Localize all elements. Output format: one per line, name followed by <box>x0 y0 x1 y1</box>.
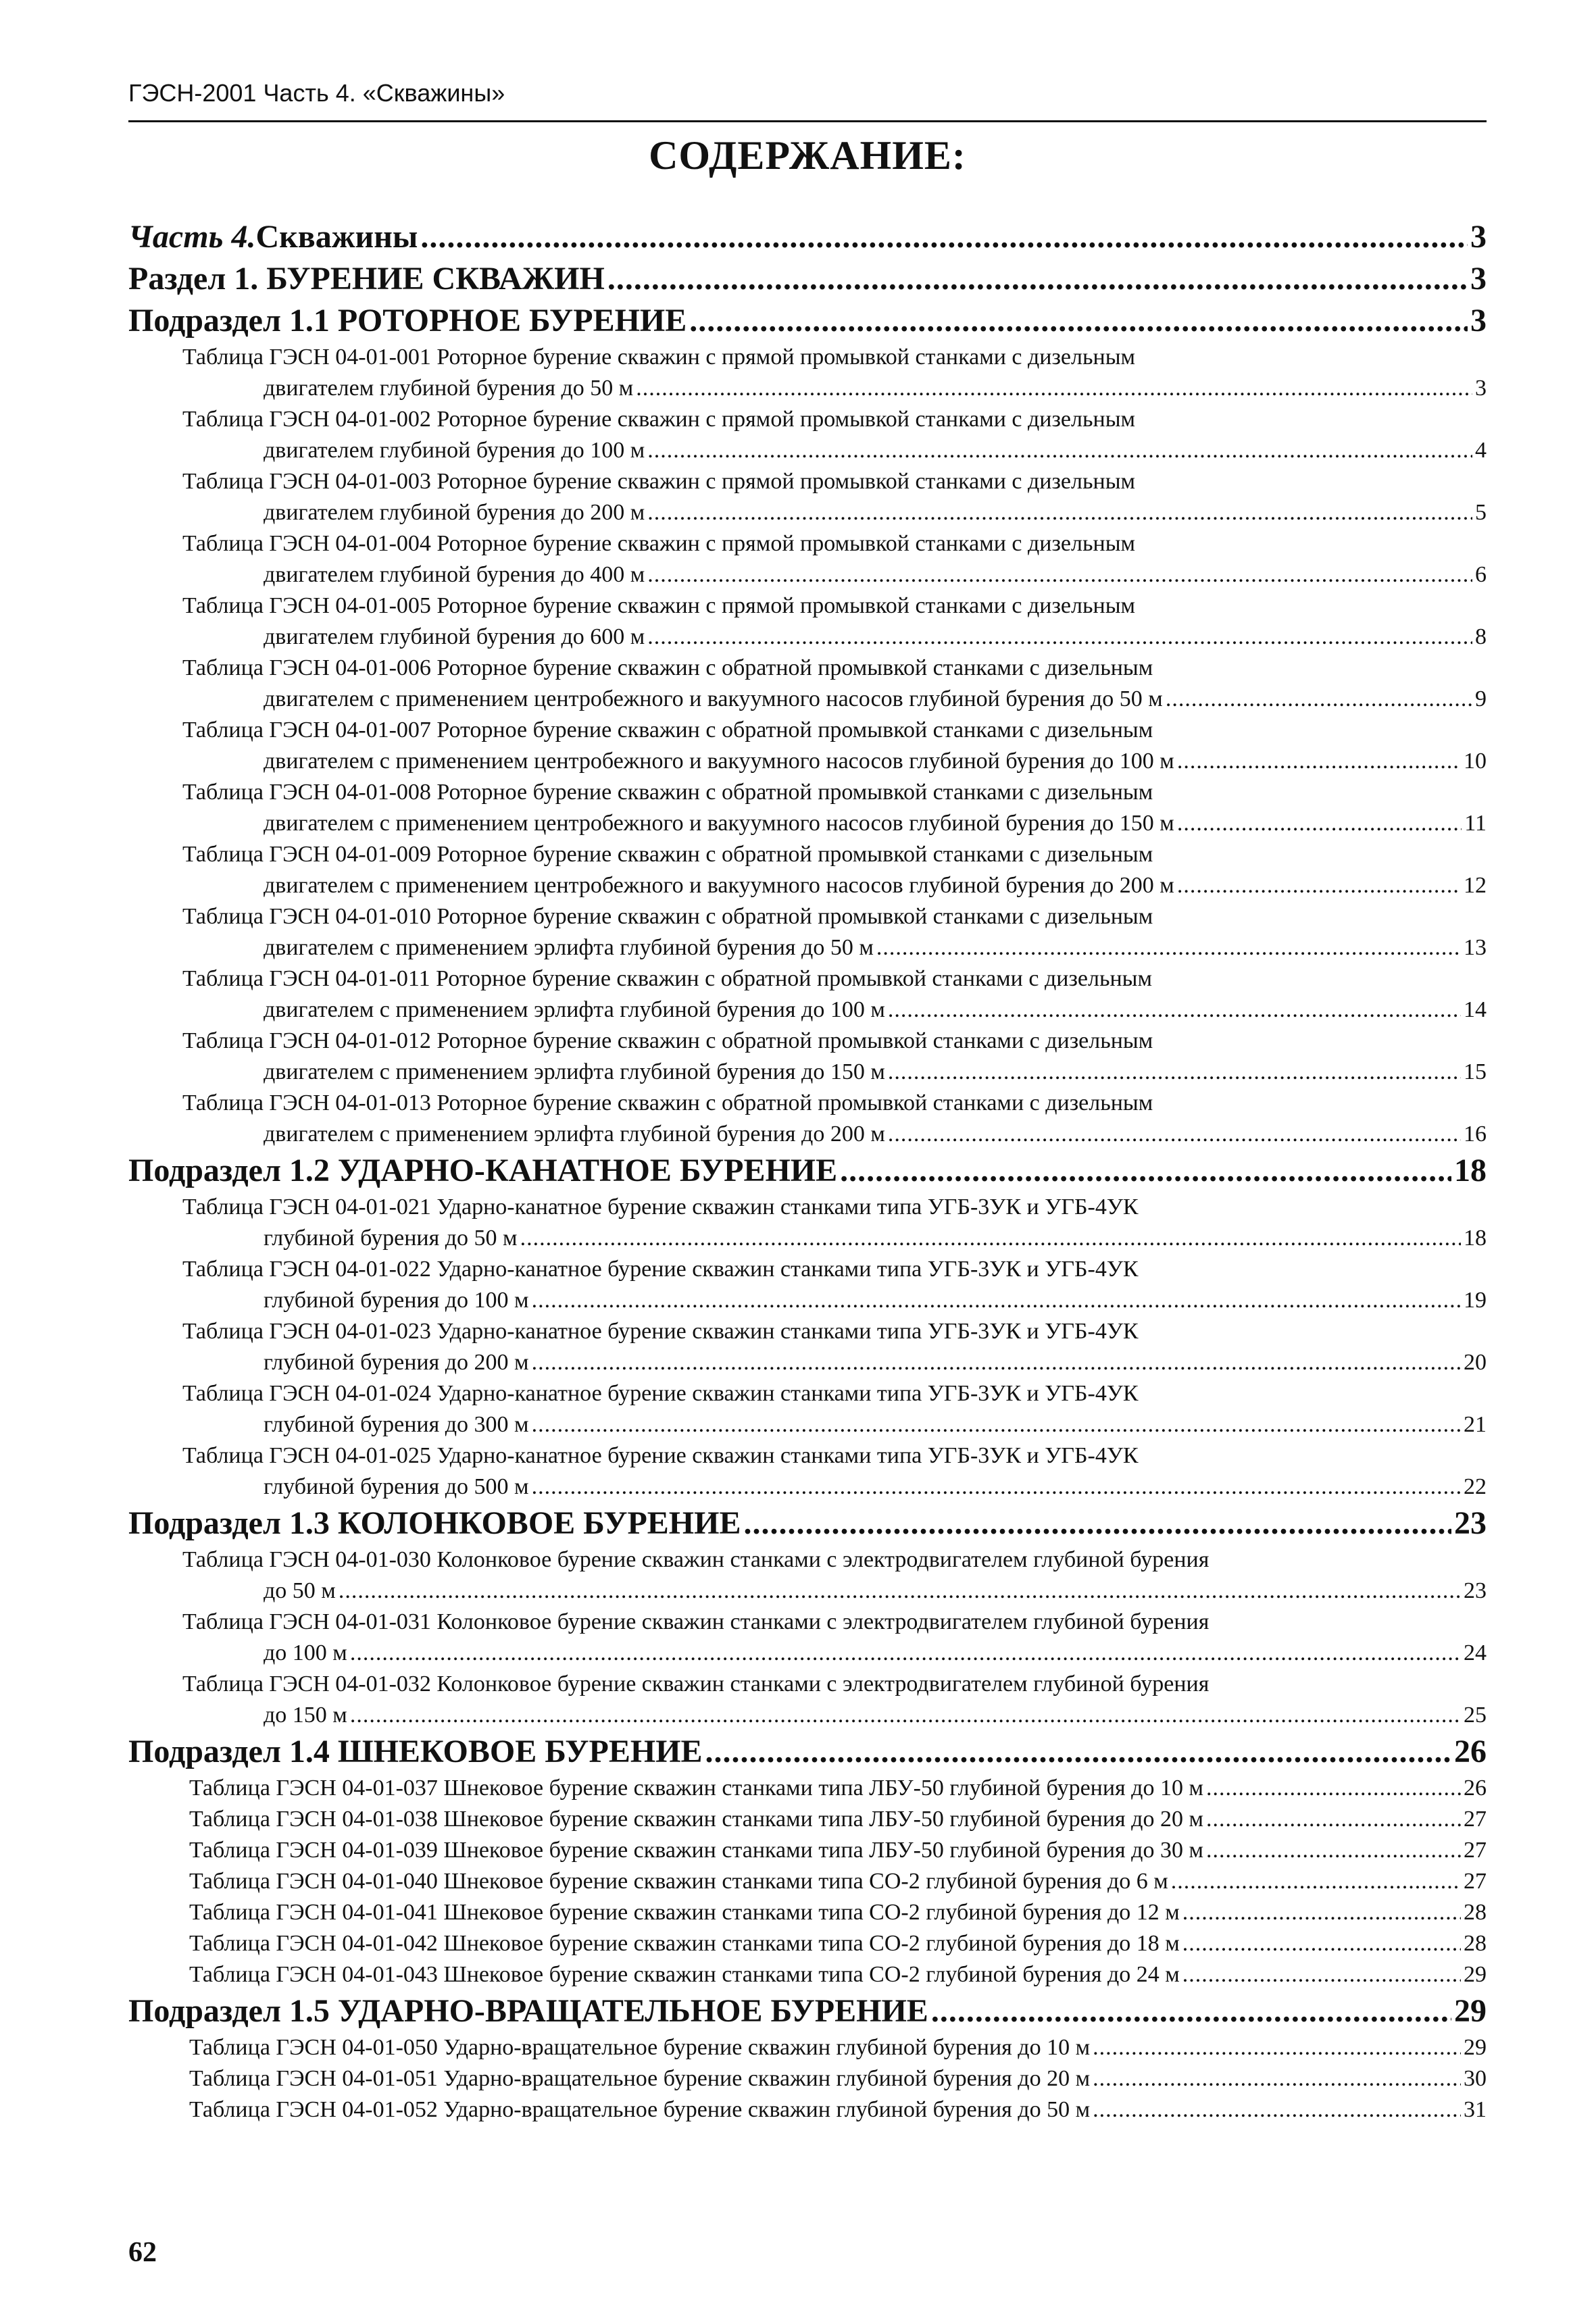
toc-table-entry[interactable] <box>128 1669 1487 1731</box>
toc-page-number: 24 <box>1464 1640 1487 1665</box>
toc-page-number: 29 <box>1464 1962 1487 1987</box>
toc-table-title-line2: Таблица ГЭСН 04-01-051 Ударно-вращательное бурение скважин глубиной бурения до 20 м <box>189 2066 1091 2091</box>
dot-leader <box>1182 1897 1461 1928</box>
dot-leader <box>350 1638 1461 1669</box>
toc-table-entry[interactable] <box>128 1192 1487 1254</box>
dot-leader <box>1166 684 1472 715</box>
toc-page-number: 9 <box>1475 686 1487 711</box>
toc-page-number: 18 <box>1464 1226 1487 1251</box>
toc-section-heading[interactable] <box>128 1731 1487 1773</box>
toc-table-entry[interactable] <box>128 1773 1487 1804</box>
toc-table-entry[interactable] <box>128 963 1487 1026</box>
toc-table-entry[interactable] <box>128 342 1487 404</box>
toc-table-entry[interactable] <box>128 2094 1487 2126</box>
dot-leader <box>1182 1928 1461 1959</box>
toc-table-title-line2: двигателем глубиной бурения до 50 м <box>264 376 634 401</box>
toc-entry-title: Подраздел 1.4 ШНЕКОВОЕ БУРЕНИЕ <box>128 1734 703 1769</box>
toc-page-number: 3 <box>1475 376 1487 401</box>
toc-table-entry[interactable] <box>128 1026 1487 1088</box>
toc-page-number: 27 <box>1464 1869 1487 1894</box>
toc-page-number: 28 <box>1464 1900 1487 1925</box>
dot-leader <box>532 1285 1461 1316</box>
toc-table-entry[interactable] <box>128 1804 1487 1835</box>
toc-table-entry[interactable] <box>128 1254 1487 1316</box>
toc-section-heading[interactable] <box>128 1990 1487 2032</box>
toc-table-title-line1: Таблица ГЭСН 04-01-013 Роторное бурение скважин с обратной промывкой станками с дизельным <box>182 1090 1153 1115</box>
toc-table-entry[interactable] <box>128 653 1487 715</box>
toc-table-title-line2: двигателем глубиной бурения до 400 м <box>264 562 645 587</box>
toc-table-title-line2: Таблица ГЭСН 04-01-041 Шнековое бурение скважин станками типа СО-2 глубиной бурения до 12 м <box>189 1900 1180 1925</box>
toc-table-entry[interactable] <box>128 777 1487 839</box>
toc-page-number: 25 <box>1464 1703 1487 1728</box>
toc-table-entry[interactable] <box>128 1544 1487 1607</box>
toc-page-number: 21 <box>1464 1412 1487 1437</box>
dot-leader <box>520 1223 1461 1254</box>
dot-leader <box>840 1150 1451 1192</box>
dot-leader <box>636 373 1472 404</box>
toc-table-title-line2: двигателем глубиной бурения до 100 м <box>264 438 645 463</box>
toc-table-title-line2: глубиной бурения до 200 м <box>264 1350 529 1375</box>
toc-page-number: 13 <box>1464 935 1487 960</box>
toc-table-entry[interactable] <box>128 1607 1487 1669</box>
toc-entry-title: Подраздел 1.2 УДАРНО-КАНАТНОЕ БУРЕНИЕ <box>128 1153 838 1188</box>
dot-leader <box>1206 1773 1461 1804</box>
toc-table-entry[interactable] <box>128 1316 1487 1378</box>
toc-section-heading[interactable] <box>128 1503 1487 1544</box>
toc-page-number: 19 <box>1464 1288 1487 1313</box>
dot-leader <box>647 559 1472 590</box>
toc-page-number: 22 <box>1464 1474 1487 1499</box>
toc-table-title-line2: глубиной бурения до 300 м <box>264 1412 529 1437</box>
toc-page-number: 29 <box>1464 2035 1487 2060</box>
toc-table-title-line2: Таблица ГЭСН 04-01-043 Шнековое бурение скважин станками типа СО-2 глубиной бурения до 24 м <box>189 1962 1180 1987</box>
toc-table-title-line2: двигателем глубиной бурения до 200 м <box>264 500 645 525</box>
toc-page-number: 29 <box>1454 1993 1487 2029</box>
toc-page-number: 15 <box>1464 1059 1487 1084</box>
toc-page-number: 3 <box>1470 303 1487 338</box>
toc-entry-title: Скважины <box>255 219 418 255</box>
toc-table-entry[interactable] <box>128 1378 1487 1440</box>
toc-table-title-line2: глубиной бурения до 100 м <box>264 1288 529 1313</box>
toc-table-title-line1: Таблица ГЭСН 04-01-008 Роторное бурение скважин с обратной промывкой станками с дизельным <box>182 780 1153 805</box>
page-number: 62 <box>128 2237 157 2268</box>
toc-table-entry[interactable] <box>128 1088 1487 1150</box>
toc-entry-title: Подраздел 1.5 УДАРНО-ВРАЩАТЕЛЬНОЕ БУРЕНИЕ <box>128 1993 928 2029</box>
toc-table-title-line2: глубиной бурения до 50 м <box>264 1226 518 1251</box>
toc-table-title-line2: двигателем с применением эрлифта глубиной бурения до 200 м <box>264 1122 885 1147</box>
toc-table-title-line2: Таблица ГЭСН 04-01-042 Шнековое бурение скважин станками типа СО-2 глубиной бурения до 18 м <box>189 1931 1180 1956</box>
toc-table-title-line1: Таблица ГЭСН 04-01-032 Колонковое бурение скважин станками с электродвигателем глубиной бурения <box>182 1671 1210 1696</box>
toc-table-title-line2: двигателем с применением эрлифта глубиной бурения до 150 м <box>264 1059 885 1084</box>
toc-table-title-line1: Таблица ГЭСН 04-01-021 Ударно-канатное бурение скважин станками типа УГБ-3УК и УГБ-4УК <box>182 1194 1139 1219</box>
dot-leader <box>647 435 1472 466</box>
page-title: СОДЕРЖАНИЕ: <box>649 133 966 178</box>
toc-table-entry[interactable] <box>128 1959 1487 1990</box>
dot-leader <box>1093 2094 1461 2126</box>
toc-table-title-line1: Таблица ГЭСН 04-01-003 Роторное бурение скважин с прямой промывкой станками с дизельным <box>182 469 1136 494</box>
dot-leader <box>888 995 1461 1026</box>
toc-page-number: 10 <box>1464 749 1487 774</box>
dot-leader <box>1206 1835 1461 1866</box>
toc-table-title-line2: глубиной бурения до 500 м <box>264 1474 529 1499</box>
toc-table-entry[interactable] <box>128 715 1487 777</box>
dot-leader <box>1177 808 1462 839</box>
dot-leader <box>876 932 1461 963</box>
toc-table-entry[interactable] <box>128 901 1487 963</box>
toc-table-title-line1: Таблица ГЭСН 04-01-004 Роторное бурение скважин с прямой промывкой станками с дизельным <box>182 531 1136 556</box>
toc-page-number: 14 <box>1464 997 1487 1022</box>
toc-table-title-line2: двигателем с применением эрлифта глубиной бурения до 50 м <box>264 935 874 960</box>
toc-table-title-line1: Таблица ГЭСН 04-01-023 Ударно-канатное бурение скважин станками типа УГБ-3УК и УГБ-4УК <box>182 1319 1139 1344</box>
dot-leader <box>339 1576 1461 1607</box>
dot-leader <box>888 1119 1461 1150</box>
header-rule <box>128 120 1487 122</box>
toc-page-number: 11 <box>1464 811 1487 836</box>
toc-table-entry[interactable] <box>128 2063 1487 2094</box>
dot-leader <box>705 1731 1451 1773</box>
dot-leader <box>1177 870 1461 901</box>
toc-entry-prefix: Часть 4. <box>128 219 256 255</box>
dot-leader <box>1171 1866 1461 1897</box>
dot-leader <box>532 1347 1461 1378</box>
dot-leader <box>1182 1959 1461 1990</box>
toc-page-number: 5 <box>1475 500 1487 525</box>
toc-table-title-line1: Таблица ГЭСН 04-01-011 Роторное бурение скважин с обратной промывкой станками с дизельным <box>182 966 1153 991</box>
toc-table-entry[interactable] <box>128 466 1487 528</box>
toc-table-title-line1: Таблица ГЭСН 04-01-022 Ударно-канатное бурение скважин станками типа УГБ-3УК и УГБ-4УК <box>182 1257 1139 1282</box>
dot-leader <box>689 300 1468 342</box>
toc-page-number: 3 <box>1470 219 1487 255</box>
toc-table-title-line2: Таблица ГЭСН 04-01-037 Шнековое бурение скважин станками типа ЛБУ-50 глубиной бурения до 10 м <box>189 1776 1203 1801</box>
toc-table-title-line2: двигателем с применением центробежного и вакуумного насосов глубиной бурения до 150 м <box>264 811 1174 836</box>
toc-table-title-line1: Таблица ГЭСН 04-01-024 Ударно-канатное бурение скважин станками типа УГБ-3УК и УГБ-4УК <box>182 1381 1139 1406</box>
toc-page-number: 20 <box>1464 1350 1487 1375</box>
toc-table-title-line2: Таблица ГЭСН 04-01-039 Шнековое бурение скважин станками типа ЛБУ-50 глубиной бурения до 30 м <box>189 1838 1203 1863</box>
toc-page-number: 27 <box>1464 1807 1487 1832</box>
toc-table-title-line1: Таблица ГЭСН 04-01-001 Роторное бурение скважин с прямой промывкой станками с дизельным <box>182 345 1136 370</box>
toc-table-title-line2: двигателем с применением центробежного и вакуумного насосов глубиной бурения до 200 м <box>264 873 1174 898</box>
toc-entry-title: Подраздел 1.3 КОЛОНКОВОЕ БУРЕНИЕ <box>128 1505 741 1541</box>
dot-leader <box>532 1409 1461 1440</box>
toc-page-number: 6 <box>1475 562 1487 587</box>
toc-table-title-line2: двигателем глубиной бурения до 600 м <box>264 624 645 649</box>
toc-page-number: 30 <box>1464 2066 1487 2091</box>
dot-leader <box>888 1057 1461 1088</box>
dot-leader <box>607 258 1468 300</box>
dot-leader <box>647 497 1472 528</box>
toc-table-entry[interactable] <box>128 1866 1487 1897</box>
toc-section-heading[interactable] <box>128 300 1487 342</box>
toc-page-number: 4 <box>1475 438 1487 463</box>
toc-page-number: 16 <box>1464 1122 1487 1147</box>
toc-table-entry[interactable] <box>128 404 1487 466</box>
toc-page-number: 18 <box>1454 1153 1487 1188</box>
toc-table-entry[interactable] <box>128 590 1487 653</box>
dot-leader <box>743 1503 1451 1544</box>
toc-entry-top[interactable] <box>128 216 1487 258</box>
toc-section-heading[interactable] <box>128 1150 1487 1192</box>
toc-table-title-line1: Таблица ГЭСН 04-01-002 Роторное бурение скважин с прямой промывкой станками с дизельным <box>182 407 1136 432</box>
toc-page-number: 28 <box>1464 1931 1487 1956</box>
table-of-contents <box>128 216 1487 2126</box>
toc-table-title-line1: Таблица ГЭСН 04-01-030 Колонковое бурение скважин станками с электродвигателем глубиной бурения <box>182 1547 1210 1572</box>
dot-leader <box>532 1472 1461 1503</box>
dot-leader <box>350 1700 1461 1731</box>
toc-table-title-line1: Таблица ГЭСН 04-01-031 Колонковое бурение скважин станками с электродвигателем глубиной бурения <box>182 1609 1210 1634</box>
toc-table-entry[interactable] <box>128 1440 1487 1503</box>
dot-leader <box>420 216 1468 258</box>
toc-table-title-line1: Таблица ГЭСН 04-01-012 Роторное бурение скважин с обратной промывкой станками с дизельным <box>182 1028 1153 1053</box>
toc-entry-title: Подраздел 1.1 РОТОРНОЕ БУРЕНИЕ <box>128 303 687 338</box>
toc-table-title-line1: Таблица ГЭСН 04-01-007 Роторное бурение скважин с обратной промывкой станками с дизельным <box>182 718 1153 743</box>
toc-table-title-line2: Таблица ГЭСН 04-01-038 Шнековое бурение скважин станками типа ЛБУ-50 глубиной бурения до 20 м <box>189 1807 1203 1832</box>
toc-page-number: 31 <box>1464 2097 1487 2122</box>
toc-table-title-line2: Таблица ГЭСН 04-01-050 Ударно-вращательное бурение скважин глубиной бурения до 10 м <box>189 2035 1091 2060</box>
toc-table-title-line2: двигателем с применением эрлифта глубиной бурения до 100 м <box>264 997 885 1022</box>
toc-table-title-line1: Таблица ГЭСН 04-01-009 Роторное бурение скважин с обратной промывкой станками с дизельным <box>182 842 1153 867</box>
dot-leader <box>1093 2032 1461 2063</box>
toc-table-title-line2: до 100 м <box>264 1640 347 1665</box>
toc-table-entry[interactable] <box>128 528 1487 590</box>
dot-leader <box>647 622 1472 653</box>
dot-leader <box>1093 2063 1461 2094</box>
toc-page-number: 12 <box>1464 873 1487 898</box>
toc-table-entry[interactable] <box>128 2032 1487 2063</box>
running-header: ГЭСН-2001 Часть 4. «Скважины» <box>128 79 505 107</box>
toc-table-title-line2: Таблица ГЭСН 04-01-052 Ударно-вращательное бурение скважин глубиной бурения до 50 м <box>189 2097 1091 2122</box>
dot-leader <box>1177 746 1461 777</box>
toc-page-number: 8 <box>1475 624 1487 649</box>
toc-page-number: 26 <box>1454 1734 1487 1769</box>
toc-table-title-line2: двигателем с применением центробежного и вакуумного насосов глубиной бурения до 100 м <box>264 749 1174 774</box>
toc-page-number: 23 <box>1454 1505 1487 1541</box>
toc-table-entry[interactable] <box>128 1897 1487 1928</box>
toc-table-title-line2: двигателем с применением центробежного и вакуумного насосов глубиной бурения до 50 м <box>264 686 1163 711</box>
dot-leader <box>931 1990 1451 2032</box>
toc-page-number: 26 <box>1464 1776 1487 1801</box>
toc-page-number: 3 <box>1470 261 1487 297</box>
toc-table-title-line1: Таблица ГЭСН 04-01-025 Ударно-канатное бурение скважин станками типа УГБ-3УК и УГБ-4УК <box>182 1443 1139 1468</box>
toc-page-number: 23 <box>1464 1578 1487 1603</box>
toc-table-entry[interactable] <box>128 839 1487 901</box>
toc-table-entry[interactable] <box>128 1835 1487 1866</box>
toc-entry-top[interactable] <box>128 258 1487 300</box>
toc-table-entry[interactable] <box>128 1928 1487 1959</box>
toc-table-title-line1: Таблица ГЭСН 04-01-005 Роторное бурение скважин с прямой промывкой станками с дизельным <box>182 593 1136 618</box>
toc-page-number: 27 <box>1464 1838 1487 1863</box>
toc-table-title-line2: до 150 м <box>264 1703 347 1728</box>
toc-table-title-line2: Таблица ГЭСН 04-01-040 Шнековое бурение скважин станками типа СО-2 глубиной бурения до 6 м <box>189 1869 1168 1894</box>
toc-table-title-line2: до 50 м <box>264 1578 336 1603</box>
toc-entry-title: Раздел 1. БУРЕНИЕ СКВАЖИН <box>128 261 605 297</box>
toc-table-title-line1: Таблица ГЭСН 04-01-006 Роторное бурение скважин с обратной промывкой станками с дизельным <box>182 655 1153 680</box>
toc-table-title-line1: Таблица ГЭСН 04-01-010 Роторное бурение скважин с обратной промывкой станками с дизельным <box>182 904 1153 929</box>
dot-leader <box>1206 1804 1461 1835</box>
